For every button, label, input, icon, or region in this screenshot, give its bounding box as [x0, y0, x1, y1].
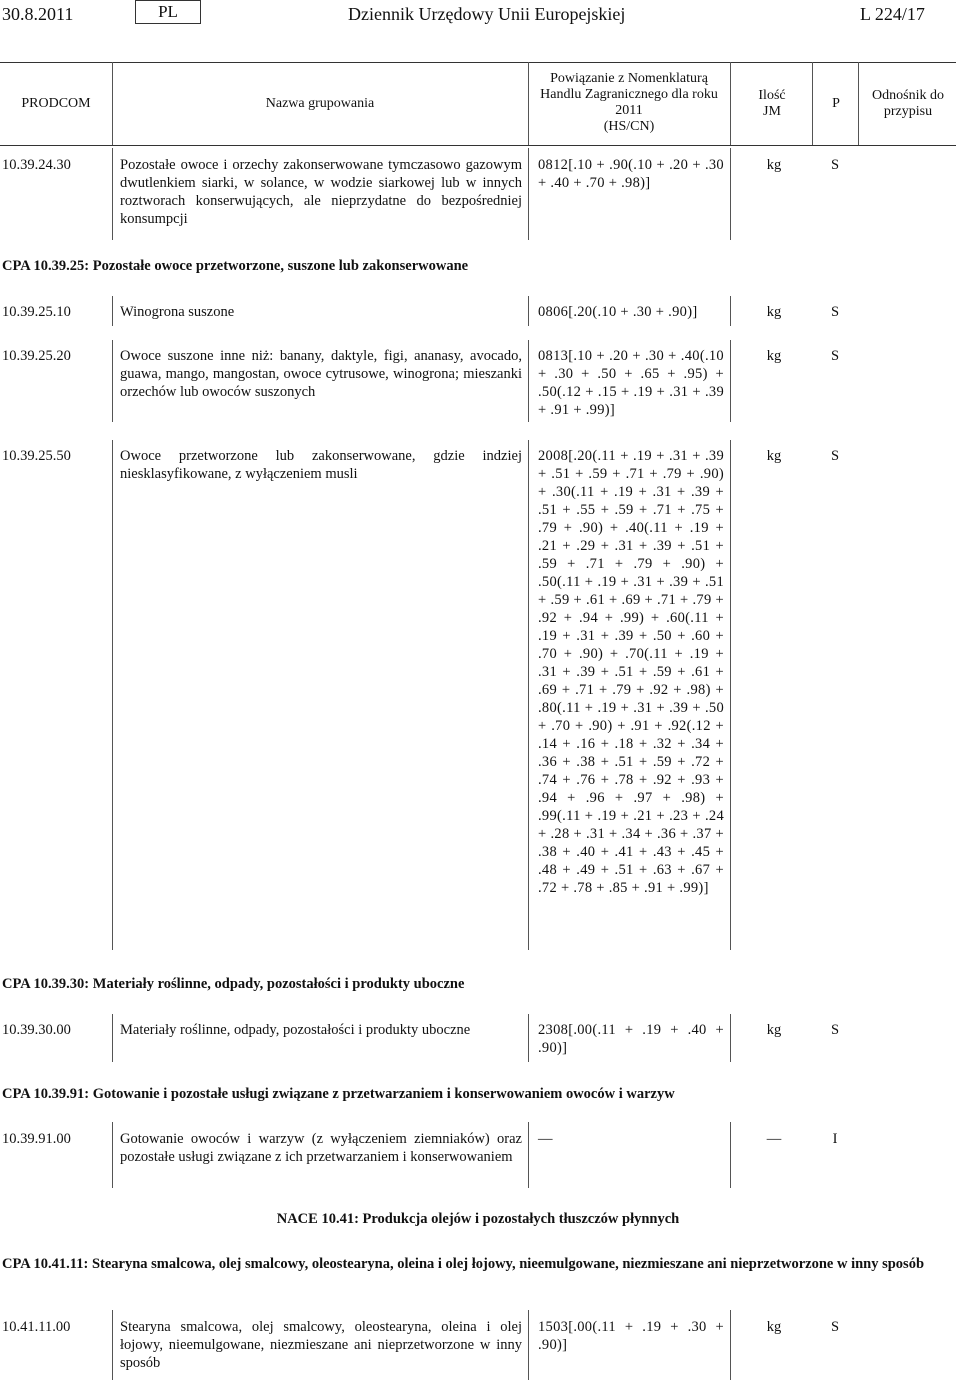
- row-description: Materiały roślinne, odpady, pozostałości i produkty uboczne: [120, 1022, 471, 1038]
- section-heading: CPA 10.39.30: Materiały roślinne, odpady, pozostałości i produkty uboczne: [2, 976, 465, 992]
- row-unit: kg: [766, 157, 782, 173]
- section-heading: CPA 10.39.91: Gotowanie i pozostałe usługi związane z przetwarzaniem i konserwowaniem owoców i warzyw: [2, 1086, 675, 1102]
- row-divider: [112, 1014, 113, 1062]
- row-divider: [528, 1122, 529, 1188]
- col-head-quantity-line: Ilość: [758, 88, 786, 103]
- header-divider: [858, 62, 859, 145]
- col-head-prodcom: PRODCOM: [21, 96, 91, 111]
- header-divider: [812, 62, 813, 145]
- row-unit: kg: [766, 1022, 782, 1038]
- section-heading: CPA 10.39.25: Pozostałe owoce przetworzone, suszone lub zakonserwowane: [2, 258, 469, 274]
- row-divider: [528, 340, 529, 422]
- row-p: S: [830, 157, 840, 173]
- row-p: S: [830, 448, 840, 464]
- row-description: Owoce suszone inne niż: banany, daktyle, figi, ananasy, avocado, guawa, mango, mangostan, owoce cytrusowe, winogrona; mieszanki orzechów lub owoców suszonych: [120, 348, 522, 400]
- page-number: L 224/17: [860, 4, 925, 24]
- col-head-name: Nazwa grupowania: [265, 96, 375, 111]
- col-head-quantity: [732, 88, 812, 120]
- row-code: 10.39.24.30: [2, 157, 71, 173]
- row-divider: [730, 148, 731, 240]
- row-divider: [528, 1014, 529, 1062]
- row-cn-codes: 1503[.00(.11 + .19 + .30 + .90)]: [538, 1319, 724, 1353]
- row-cn-codes: 0813[.10 + .20 + .30 + .40(.10 + .30 + .50 + .65 + .95) + .50(.12 + .15 + .19 + .31 + .39 + .91 + .99)]: [538, 348, 724, 418]
- journal-title: Dziennik Urzędowy Unii Europejskiej: [348, 4, 626, 24]
- row-unit: kg: [766, 304, 782, 320]
- row-code: 10.39.25.20: [2, 348, 71, 364]
- row-cn-codes: —: [538, 1131, 553, 1147]
- row-divider: [528, 1310, 529, 1380]
- col-head-cn-line: (HS/CN): [603, 119, 655, 134]
- table-header-rule: [0, 145, 956, 146]
- row-divider: [112, 340, 113, 422]
- row-p: S: [830, 304, 840, 320]
- row-divider: [528, 148, 529, 240]
- row-divider: [730, 440, 731, 950]
- row-divider: [528, 296, 529, 326]
- row-description: Owoce przetworzone lub zakonserwowane, gdzie indziej niesklasyfikowane, z wyłączeniem musli: [120, 448, 522, 482]
- col-head-cn-line: 2011: [615, 103, 643, 118]
- row-code: 10.39.91.00: [2, 1131, 71, 1147]
- row-code: 10.39.30.00: [2, 1022, 71, 1038]
- row-divider: [112, 1310, 113, 1380]
- row-unit: kg: [766, 1319, 782, 1335]
- row-divider: [730, 1014, 731, 1062]
- section-heading: CPA 10.41.11: Stearyna smalcowa, olej smalcowy, oleostearyna, oleina i olej łojowy, nieemulgowane, niezmieszane ani nieprzetworzone w inny sposób: [2, 1256, 925, 1272]
- header-language-box: PL: [135, 0, 201, 24]
- header-divider: [730, 62, 731, 145]
- row-description: Pozostałe owoce i orzechy zakonserwowane tymczasowo gazowym dwutlenkiem siarki, w solance, w wodzie siarkowej lub w innych roztworach konserwujących, ale nieprzydatne do bezpośredniej konsumpcji: [120, 157, 522, 227]
- row-divider: [112, 296, 113, 326]
- row-code: 10.41.11.00: [2, 1319, 71, 1335]
- row-divider: [112, 1122, 113, 1188]
- row-p: I: [832, 1131, 838, 1147]
- row-cn-codes: 0812[.10 + .90(.10 + .20 + .30 + .40 + .70 + .98)]: [538, 157, 724, 191]
- row-divider: [730, 1122, 731, 1188]
- row-divider: [730, 1310, 731, 1380]
- row-unit: kg: [766, 448, 782, 464]
- col-head-cn-line: Handlu Zagranicznego dla roku: [540, 87, 718, 102]
- row-divider: [528, 440, 529, 950]
- row-p: S: [830, 1022, 840, 1038]
- header-divider: [112, 62, 113, 145]
- row-p: S: [830, 1319, 840, 1335]
- row-description: Winogrona suszone: [120, 304, 235, 320]
- col-head-cn: [530, 71, 728, 135]
- row-code: 10.39.25.50: [2, 448, 71, 464]
- row-unit: kg: [766, 348, 782, 364]
- col-head-cn-line: Powiązanie z Nomenklaturą: [550, 71, 708, 86]
- row-cn-codes: 0806[.20(.10 + .30 + .90)]: [538, 304, 698, 320]
- nace-heading: NACE 10.41: Produkcja olejów i pozostałych tłuszczów płynnych: [276, 1211, 680, 1227]
- col-head-footnote: [860, 88, 956, 120]
- row-description: Gotowanie owoców i warzyw (z wyłączeniem ziemniaków) oraz pozostałe usługi związane z ich przetwarzaniem i konserwowaniem: [120, 1131, 522, 1165]
- row-cn-codes: 2008[.20(.11 + .19 + .31 + .39 + .51 + .59 + .71 + .79 + .90) + .30(.11 + .19 + .31 + .39 + .51 + .55 + .59 + .71 + .75 + .79 + .90) + .40(.11 + .19 + .21 + .29 + .31 + .39 + .51 + .59 + .71 + .79 + .90) + .50(.11 + .19 + .31 + .39 + .51 + .59 + .61 + .69 + .71 + .79 + .92 + .94 + .99) + .60(.11 + .19 + .31 + .39 + .50 + .60 + .70 + .90) + .70(.11 + .19 + .31 + .39 + .51 + .59 + .61 + .69 + .71 + .79 + .92 + .98) + .80(.11 + .19 + .31 + .39 + .50 + .70 + .90) + .91 + .92(.12 + .14 + .16 + .18 + .32 + .34 + .36 + .38 + .51 + .59 + .72 + .74 + .76 + .78 + .92 + .93 + .94 + .96 + .97 + .98) + .99(.11 + .19 + .21 + .23 + .24 + .28 + .31 + .34 + .36 + .37 + .38 + .40 + .41 + .43 + .45 + .48 + .49 + .51 + .63 + .67 + .72 + .78 + .85 + .91 + .99)]: [538, 448, 724, 896]
- header-divider: [528, 62, 529, 145]
- row-description: Stearyna smalcowa, olej smalcowy, oleostearyna, oleina i olej łojowy, nieemulgowane, niezmieszane ani nieprzetworzone w inny sposób: [120, 1319, 522, 1371]
- row-divider: [730, 296, 731, 326]
- row-p: S: [830, 348, 840, 364]
- row-divider: [730, 340, 731, 422]
- col-head-p: P: [832, 96, 840, 111]
- row-divider: [112, 148, 113, 240]
- col-head-footnote-line: Odnośnik do: [872, 88, 944, 103]
- header-date: 30.8.2011: [2, 4, 74, 24]
- col-head-quantity-line: JM: [763, 104, 781, 119]
- running-header: [0, 0, 960, 30]
- row-unit: —: [766, 1131, 782, 1147]
- row-divider: [112, 440, 113, 950]
- row-code: 10.39.25.10: [2, 304, 71, 320]
- col-head-footnote-line: przypisu: [883, 104, 933, 119]
- row-cn-codes: 2308[.00(.11 + .19 + .40 + .90)]: [538, 1022, 724, 1056]
